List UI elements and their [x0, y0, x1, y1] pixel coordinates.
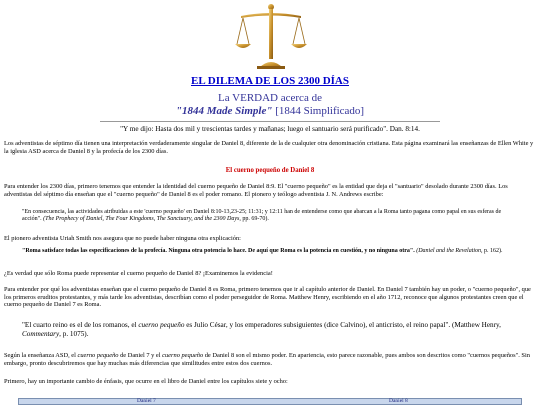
quote-smith-text: "Roma satisface todas las especificaciones de la profecía. Ninguna otra potencia lo hace. De aquí que Roma es la potencia en cuestión, y no ninguna otra". [22, 248, 415, 254]
para6-a: Según la enseñanza ASD, el [4, 352, 78, 359]
para6-em1: cuerno pequeño [77, 352, 119, 359]
table-col-daniel-8: Daniel 8 [389, 398, 408, 404]
quote-henry-em: cuerno pequeño [138, 321, 185, 329]
quote-henry-a: "El cuarto reino es el de los romanos, el [22, 321, 139, 329]
page-title[interactable]: EL DILEMA DE LOS 2300 DÍAS [190, 75, 349, 87]
blockquote-henry [22, 321, 522, 339]
quote-smith-page: p. 162). [482, 248, 503, 254]
paragraph-little-horn: Para entender los 2300 días, primero tenemos que entender la identidad del cuerno pequeño de Daniel 8:9. El "cuerno pequeño" es la entidad que deja el "santuario" desolado durante 2300 días. Los adventistas del séptimo día enseñan que el "cuerno pequeño" de Daniel 8 es el poder romano. El pionero y teólogo adventista J. N. Andrews escribe: [4, 183, 508, 198]
para6-b: de Daniel 7 y el [118, 352, 163, 359]
intro-paragraph: Los adventistas de séptimo día tienen una interpretación verdaderamente singular de Daniel 8, diferente de la de cualquier otra denominación cristiana. Esta página examinará las enseñanzas de Ellen White y la iglesia ASD acerca de Daniel 8 y la profecía de los 2300 días. [4, 140, 534, 155]
section-heading: El cuerno pequeño de Daniel 8 [225, 167, 315, 174]
blockquote-andrews [22, 209, 520, 223]
horizontal-rule [100, 121, 440, 122]
quote-henry-src: Commentary [22, 330, 60, 338]
para6-em2: cuerno pequeño [162, 352, 204, 359]
paragraph-question: ¿Es verdad que sólo Roma puede representar el cuerno pequeño de Daniel 8? ¡Examinemos la evidencia! [4, 270, 273, 277]
paragraph-uriah-smith: El pionero adventista Uriah Smith nos asegura que no puede haber ninguna otra explicación: [4, 235, 241, 242]
quote-andrews-page: pp. 69-70). [240, 216, 269, 222]
paragraph-emphasis-change: Primero, hay un importante cambio de énfasis, que ocurre en el libro de Daniel entre los capítulos siete y ocho: [4, 378, 288, 385]
subtitle-bold: "1844 Made Simple" [175, 105, 273, 117]
subtitle-line-1: La VERDAD acerca de [218, 92, 322, 104]
quote-andrews-text: "En consecuencia, las actividades atribuidas a este 'cuerno pequeño' en Daniel 8:10-13,23-25; 11:31; y 12:11 han de entenderse como que abarcan a la Roma tanto pagana como papal en sus esferas de acción". [22, 209, 502, 222]
page-subtitle [0, 92, 540, 118]
comparison-table-header [18, 398, 522, 405]
balance-scale-icon [235, 2, 307, 70]
quote-henry-c: , p. 1075). [59, 330, 89, 338]
paragraph-sda-teaching [4, 352, 536, 367]
subtitle-rest: [1844 Simplificado] [272, 105, 365, 117]
para6-c: de Daniel 8 son el mismo poder. En apariencia, esto parece razonable, pues ambos son descritos como "cuernos pequeños". Sin embargo, pronto descubriremos que hay muchas más diferencias que similitudes entre estos dos cuernos. [4, 352, 530, 367]
quote-andrews-source: (The Prophecy of Daniel, The Four Kingdoms, The Sanctuary, and the 2300 Days, [43, 216, 241, 222]
quote-smith-source: (Daniel and the Revelation, [414, 248, 483, 254]
intro-quote: "Y me dijo: Hasta dos mil y trescientas tardes y mañanas; luego el santuario será purificado". Dan. 8:14. [120, 125, 420, 133]
blockquote-smith [22, 248, 520, 255]
quote-henry-b: es Julio César, y los emperadores subsiguientes (dice Calvino), el anticristo, el reino papal". (Matthew Henry, [184, 321, 501, 329]
subtitle-line-2 [0, 105, 540, 118]
paragraph-daniel-7: Para entender por qué los adventistas enseñan que el cuerno pequeño de Daniel 8 es Roma, primero tenemos que ir al capítulo anterior de Daniel. En Daniel 7 también hay un poder, o "cuerno pequeño", que los primeros eruditos protestantes, y más tarde los adventistas, describían como el poder perseguidor de Roma. Matthew Henry, escribiendo en el año 1712, reconoce que algunos protestantes creen que el cuerno pequeño de Daniel 7 es Roma. [4, 286, 531, 309]
table-col-daniel-7: Daniel 7 [137, 398, 156, 404]
